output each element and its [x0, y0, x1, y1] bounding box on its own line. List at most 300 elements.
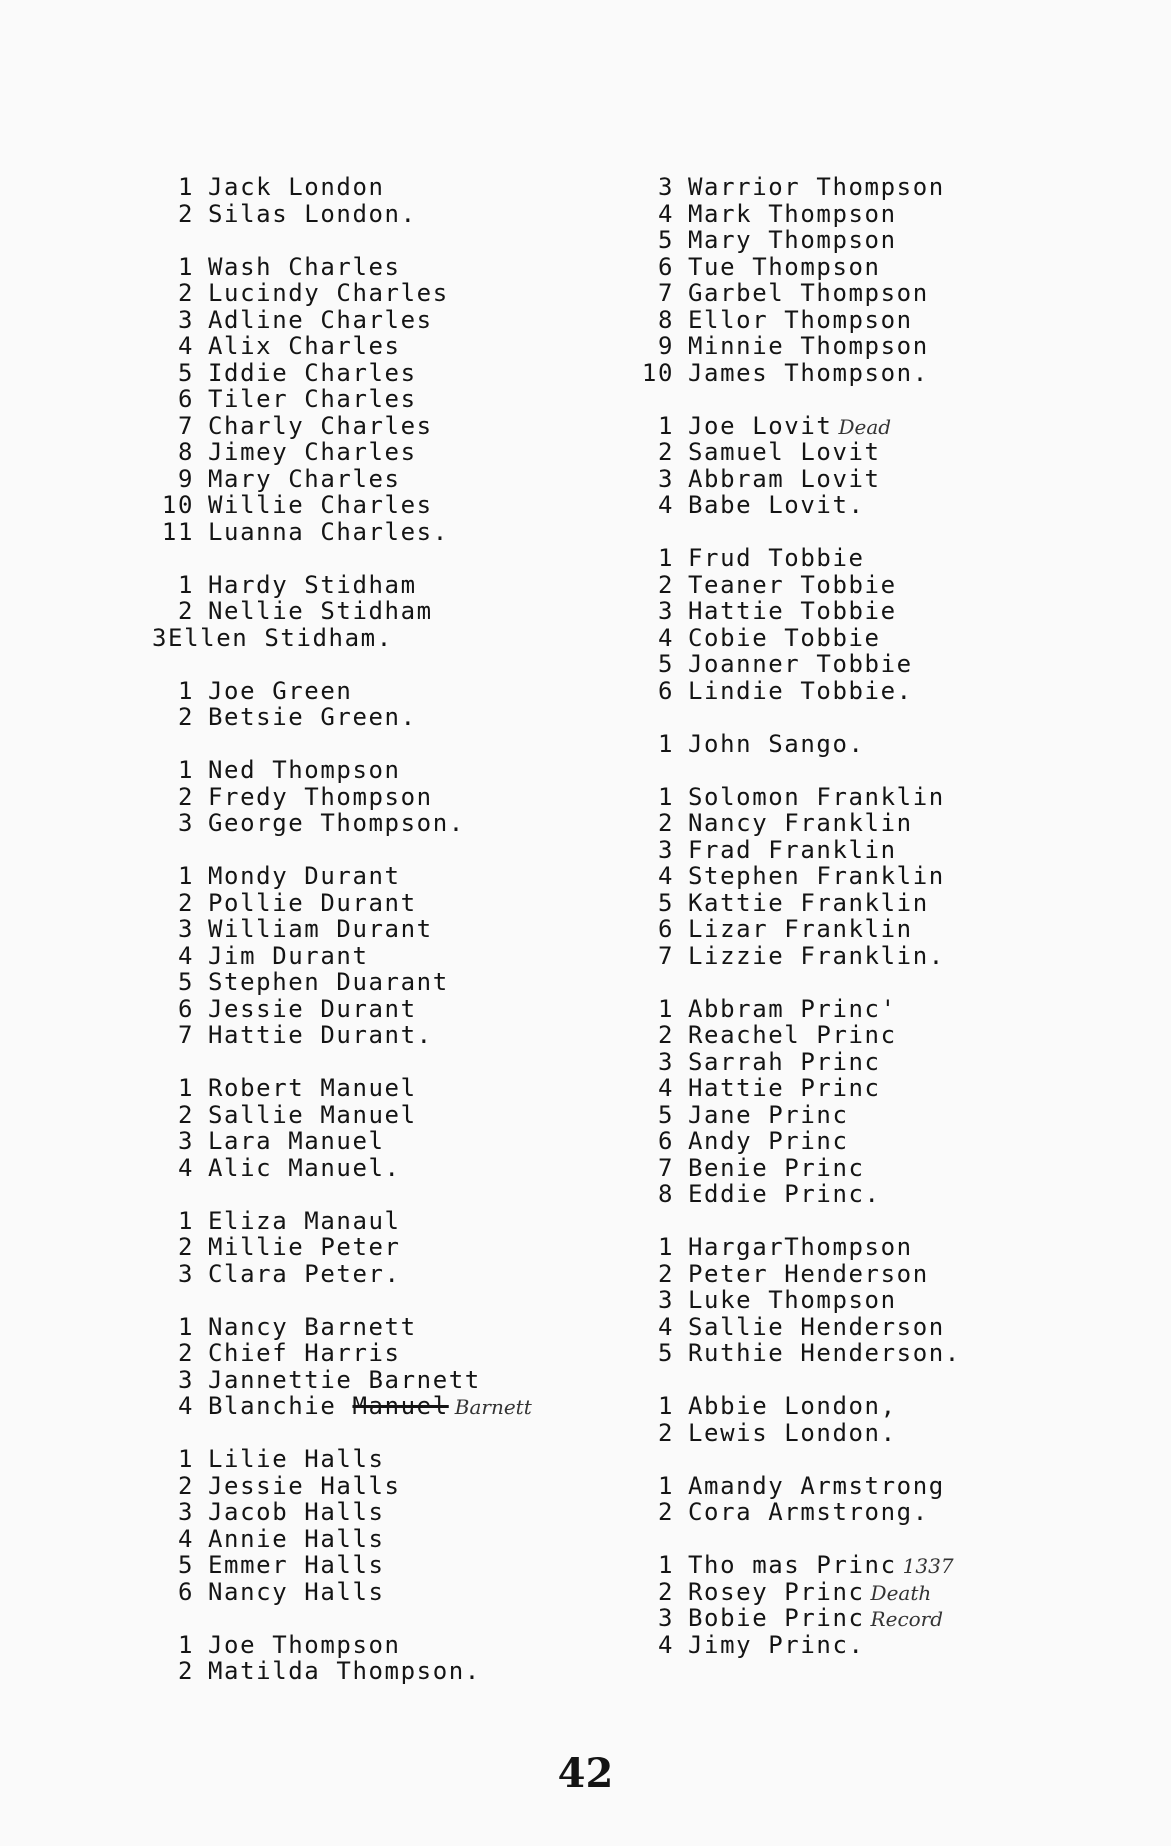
list-item: [632, 651, 961, 678]
entry-name: Eddie Princ.: [688, 1180, 881, 1208]
right-column: [632, 174, 961, 1685]
list-item: [632, 784, 961, 811]
entry-number: 2: [657, 1259, 674, 1288]
entry-name: HargarThompson: [688, 1233, 913, 1261]
entry-number: 3: [657, 597, 674, 625]
list-item: [632, 1632, 961, 1659]
entry-name: Abbie London,: [688, 1392, 897, 1420]
entry-number: 3: [177, 305, 194, 334]
entry-number: 6: [177, 994, 194, 1023]
entry-number: 1: [657, 1392, 674, 1420]
entry-name: Mary Charles: [208, 464, 401, 493]
entry-name: Luanna Charles.: [208, 517, 449, 546]
entry-number: 4: [657, 491, 674, 519]
entry-number: 1: [177, 1630, 194, 1659]
list-item: [152, 360, 532, 387]
list-item: [152, 1022, 532, 1049]
list-item: [632, 227, 961, 254]
list-item: [632, 1022, 961, 1049]
list-item: [632, 572, 961, 599]
entry-name: Mary Thompson: [688, 226, 897, 254]
entry-name: Reachel Princ: [688, 1021, 897, 1049]
entry-name: Iddie Charles: [208, 358, 417, 387]
family-group: [632, 413, 961, 519]
list-item: [152, 784, 532, 811]
entry-name: Sarrah Princ: [688, 1047, 881, 1076]
entry-number: 4: [177, 941, 194, 970]
entry-number: 4: [177, 1524, 194, 1553]
entry-name: Robert Manuel: [208, 1074, 417, 1102]
list-item: [632, 1552, 961, 1579]
entry-number: 2: [657, 809, 674, 837]
entry-number: 2: [177, 703, 194, 731]
list-item: [632, 307, 961, 334]
entry-number: 2: [657, 1498, 674, 1526]
entry-number: 6: [657, 1127, 674, 1155]
entry-name: Lizar Franklin: [688, 915, 913, 943]
list-item: [632, 943, 961, 970]
list-item: [152, 1075, 532, 1102]
entry-number: 11: [161, 517, 194, 546]
entry-name: Hattie Princ: [688, 1074, 881, 1102]
list-item: [152, 704, 532, 731]
entry-name: Lewis London.: [688, 1418, 897, 1447]
list-item: [152, 1155, 532, 1182]
list-item: [632, 466, 961, 493]
entry-name: Abbram Princ': [688, 994, 897, 1023]
list-item: [632, 1499, 961, 1526]
entry-number: 1: [657, 544, 674, 572]
list-item: [152, 1579, 532, 1606]
list-item: [152, 1658, 532, 1685]
entry-name: Kattie Franklin: [688, 888, 929, 917]
list-item: [632, 916, 961, 943]
entry-number: 7: [657, 279, 674, 307]
list-item: [632, 1075, 961, 1102]
list-item: [152, 333, 532, 360]
entry-name: Sallie Manuel: [208, 1100, 417, 1129]
entry-number: 5: [177, 1551, 194, 1579]
entry-number: 5: [657, 226, 674, 254]
family-group: [632, 1552, 961, 1658]
list-item: [632, 254, 961, 281]
entry-name: Chief Harris: [208, 1339, 401, 1367]
entry-number: 6: [657, 676, 674, 705]
entry-name: Charly Charles: [208, 411, 433, 440]
list-item: [632, 1155, 961, 1182]
list-item: [152, 519, 532, 546]
entry-number: 3: [177, 1259, 194, 1288]
entry-number: 2: [657, 1418, 674, 1447]
entry-number: 3: [657, 1286, 674, 1314]
list-item: [632, 1261, 961, 1288]
entry-number: 2: [177, 1233, 194, 1261]
entry-name: Tiler Charles: [208, 385, 417, 413]
entry-number: 1: [177, 570, 194, 599]
handwritten-annotation: Barnett: [454, 1395, 532, 1419]
entry-number: 2: [177, 597, 194, 625]
entry-number: 8: [657, 1180, 674, 1208]
handwritten-annotation: 1337: [902, 1554, 954, 1578]
entry-name: Teaner Tobbie: [688, 570, 897, 599]
entry-name: Garbel Thompson: [688, 279, 929, 307]
entry-name: Ellor Thompson: [688, 305, 913, 334]
list-item: [152, 625, 532, 652]
list-item: [152, 943, 532, 970]
entry-number: 3: [657, 1047, 674, 1076]
entry-name: Matilda Thompson.: [208, 1657, 481, 1685]
entry-number: 7: [177, 411, 194, 440]
entry-name: Blanchie: [208, 1392, 337, 1420]
list-item: [632, 413, 961, 440]
entry-name: Hattie Tobbie: [688, 597, 897, 625]
entry-number: 3: [177, 1127, 194, 1155]
entry-number: 1: [657, 729, 674, 758]
family-group: [152, 1208, 532, 1288]
entry-name: Joanner Tobbie: [688, 650, 913, 678]
entry-name: Jessie Durant: [208, 994, 417, 1023]
family-group: [632, 996, 961, 1208]
family-group: [632, 784, 961, 970]
entry-number: 1: [657, 994, 674, 1023]
list-item: [152, 996, 532, 1023]
list-item: [632, 1181, 961, 1208]
entry-name: Emmer Halls: [208, 1551, 385, 1579]
list-item: [152, 307, 532, 334]
entry-name: Bobie Princ: [688, 1604, 865, 1632]
entry-name: Nancy Franklin: [688, 809, 913, 837]
list-item: [632, 1128, 961, 1155]
entry-name: Ned Thompson: [208, 756, 401, 784]
list-item: [152, 280, 532, 307]
family-group: [152, 1314, 532, 1420]
entry-number: 6: [177, 385, 194, 413]
list-item: [632, 1393, 961, 1420]
entry-number: 2: [177, 888, 194, 917]
family-group: [152, 254, 532, 546]
entry-name: George Thompson.: [208, 809, 465, 837]
entry-number: 2: [177, 279, 194, 307]
list-item: [152, 1102, 532, 1129]
entry-number: 6: [657, 252, 674, 281]
entry-number: 4: [657, 1312, 674, 1341]
list-item: [632, 174, 961, 201]
list-item: [152, 1446, 532, 1473]
family-group: [632, 1473, 961, 1526]
entry-name: Silas London.: [208, 199, 417, 228]
list-item: [152, 916, 532, 943]
entry-name: Lucindy Charles: [208, 279, 449, 307]
entry-name: Minnie Thompson: [688, 332, 929, 360]
list-item: [152, 1367, 532, 1394]
list-item: [152, 1208, 532, 1235]
handwritten-annotation: Record: [870, 1607, 944, 1631]
family-group: [152, 572, 532, 652]
entry-number: 3: [657, 173, 674, 201]
list-item: [152, 969, 532, 996]
entry-number: 4: [177, 1153, 194, 1182]
entry-name: Sallie Henderson: [688, 1312, 945, 1341]
list-item: [152, 890, 532, 917]
list-item: [152, 863, 532, 890]
entry-name: Nancy Barnett: [208, 1312, 417, 1341]
entry-name: Jack London: [208, 173, 385, 201]
entry-name: Jacob Halls: [208, 1498, 385, 1526]
list-item: [632, 598, 961, 625]
list-item: [152, 1473, 532, 1500]
entry-name: Lindie Tobbie.: [688, 676, 913, 705]
family-group: [152, 1632, 532, 1685]
entry-number: 7: [657, 941, 674, 970]
list-item: [152, 598, 532, 625]
list-item: [632, 1102, 961, 1129]
entry-name: Stephen Franklin: [688, 862, 945, 890]
family-group: [152, 678, 532, 731]
entry-name: 3Ellen Stidham.: [152, 623, 393, 652]
entry-name: Lara Manuel: [208, 1127, 385, 1155]
entry-name: Samuel Lovit: [688, 438, 881, 466]
entry-name: Fredy Thompson: [208, 782, 433, 811]
list-item: [152, 439, 532, 466]
entry-name: Millie Peter: [208, 1233, 401, 1261]
entry-name: Tue Thompson: [688, 252, 881, 281]
entry-number: 4: [177, 332, 194, 360]
entry-name: Peter Henderson: [688, 1259, 929, 1288]
entry-name: Alic Manuel.: [208, 1153, 401, 1182]
entry-number: 1: [657, 1551, 674, 1579]
entry-name: Mondy Durant: [208, 862, 401, 890]
family-group: [152, 757, 532, 837]
family-group: [152, 1446, 532, 1605]
entry-number: 9: [657, 332, 674, 360]
entry-name: William Durant: [208, 915, 433, 943]
entry-number: 2: [177, 1471, 194, 1500]
list-item: [152, 678, 532, 705]
list-item: [152, 1552, 532, 1579]
list-item: [632, 1287, 961, 1314]
entry-number: 2: [657, 570, 674, 599]
list-item: [152, 413, 532, 440]
list-item: [152, 1261, 532, 1288]
entry-number: 2: [657, 1021, 674, 1049]
entry-number: 8: [657, 305, 674, 334]
entry-number: 5: [657, 650, 674, 678]
entry-number: 1: [177, 1445, 194, 1473]
family-group: [632, 545, 961, 704]
entry-name: Abbram Lovit: [688, 464, 881, 493]
entry-name: John Sango.: [688, 729, 865, 758]
family-group: [632, 1234, 961, 1367]
entry-name: Eliza Manaul: [208, 1206, 401, 1235]
entry-number: 10: [641, 358, 674, 387]
entry-number: 2: [177, 199, 194, 228]
entry-name: Hattie Durant.: [208, 1021, 433, 1049]
list-item: [632, 837, 961, 864]
entry-name: Hardy Stidham: [208, 570, 417, 599]
entry-number: 2: [177, 1657, 194, 1685]
family-group: [152, 863, 532, 1049]
entry-name: Lilie Halls: [208, 1445, 385, 1473]
entry-name: Warrior Thompson: [688, 173, 945, 201]
list-item: [632, 1420, 961, 1447]
entry-name: Adline Charles: [208, 305, 433, 334]
family-group: [152, 174, 532, 227]
entry-number: 4: [657, 623, 674, 652]
left-column: [152, 174, 532, 1711]
entry-name: Lizzie Franklin.: [688, 941, 945, 970]
list-item: [152, 757, 532, 784]
entry-number: 7: [177, 1021, 194, 1049]
entry-number: 3: [177, 915, 194, 943]
family-group: [632, 174, 961, 386]
entry-name: Annie Halls: [208, 1524, 385, 1553]
list-item: [152, 1340, 532, 1367]
entry-name: Nellie Stidham: [208, 597, 433, 625]
entry-name: Joe Thompson: [208, 1630, 401, 1659]
entry-name: Jimy Princ.: [688, 1630, 865, 1659]
entry-number: 10: [161, 491, 194, 519]
list-item: [632, 280, 961, 307]
entry-number: 4: [657, 862, 674, 890]
entry-number: 2: [177, 782, 194, 811]
entry-name: Alix Charles: [208, 332, 401, 360]
list-item: [152, 174, 532, 201]
list-item: [632, 1605, 961, 1632]
entry-number: 9: [177, 464, 194, 493]
entry-number: 2: [657, 438, 674, 466]
list-item: [152, 572, 532, 599]
list-item: [632, 1579, 961, 1606]
list-item: [152, 466, 532, 493]
list-item: [632, 545, 961, 572]
entry-name: Jane Princ: [688, 1100, 849, 1129]
entry-number: 1: [657, 411, 674, 440]
entry-name: Willie Charles: [208, 491, 433, 519]
list-item: [152, 1234, 532, 1261]
list-item: [152, 1128, 532, 1155]
entry-name: Joe Green: [208, 676, 353, 705]
entry-number: 1: [177, 676, 194, 705]
entry-name: Wash Charles: [208, 252, 401, 281]
list-item: [632, 360, 961, 387]
entry-number: 6: [657, 915, 674, 943]
list-item: [632, 863, 961, 890]
entry-name: James Thompson.: [688, 358, 929, 387]
list-item: [152, 492, 532, 519]
entry-number: 3: [657, 464, 674, 493]
entry-number: 1: [657, 782, 674, 811]
entry-number: 8: [177, 438, 194, 466]
list-item: [152, 1393, 532, 1420]
entry-number: 1: [177, 756, 194, 784]
entry-number: 1: [177, 1206, 194, 1235]
list-item: [632, 1234, 961, 1261]
struck-text: Manuel: [352, 1392, 449, 1420]
list-item: [152, 1526, 532, 1553]
list-item: [152, 810, 532, 837]
entry-number: 2: [177, 1100, 194, 1129]
entry-number: 1: [177, 1312, 194, 1341]
entry-number: 5: [657, 888, 674, 917]
entry-name: Luke Thompson: [688, 1286, 897, 1314]
list-item: [152, 1632, 532, 1659]
entry-name: Rosey Princ: [688, 1577, 865, 1606]
list-item: [152, 386, 532, 413]
entry-number: 4: [657, 1074, 674, 1102]
list-item: [632, 1340, 961, 1367]
entry-number: 3: [177, 1365, 194, 1394]
list-item: [632, 201, 961, 228]
list-item: [632, 996, 961, 1023]
list-item: [632, 678, 961, 705]
entry-number: 5: [657, 1339, 674, 1367]
entry-name: Ruthie Henderson.: [688, 1339, 961, 1367]
family-group: [632, 1393, 961, 1446]
entry-name: Benie Princ: [688, 1153, 865, 1182]
list-item: [152, 1314, 532, 1341]
entry-name: Jessie Halls: [208, 1471, 401, 1500]
entry-number: 1: [657, 1233, 674, 1261]
list-item: [632, 333, 961, 360]
entry-name: Betsie Green.: [208, 703, 417, 731]
entry-number: 1: [177, 1074, 194, 1102]
list-item: [632, 810, 961, 837]
entry-number: 4: [657, 1630, 674, 1659]
entry-name: Nancy Halls: [208, 1577, 385, 1606]
entry-number: 1: [177, 252, 194, 281]
page-number: 42: [557, 1750, 614, 1797]
list-item: [632, 492, 961, 519]
entry-number: 2: [177, 1339, 194, 1367]
entry-name: Babe Lovit.: [688, 491, 865, 519]
list-item: [632, 1473, 961, 1500]
entry-name: Stephen Duarant: [208, 968, 449, 996]
entry-name: Cobie Tobbie: [688, 623, 881, 652]
entry-number: 7: [657, 1153, 674, 1182]
entry-name: Frud Tobbie: [688, 544, 865, 572]
entry-name: Jannettie Barnett: [208, 1365, 481, 1394]
list-item: [152, 1499, 532, 1526]
list-item: [632, 1314, 961, 1341]
entry-number: 1: [657, 1471, 674, 1500]
list-item: [632, 731, 961, 758]
entry-number: 3: [177, 809, 194, 837]
entry-name: Jim Durant: [208, 941, 369, 970]
handwritten-annotation: Death: [870, 1580, 932, 1605]
entry-number: 5: [177, 968, 194, 996]
entry-number: 3: [177, 1498, 194, 1526]
handwritten-annotation: Dead: [838, 414, 892, 439]
entry-number: 6: [177, 1577, 194, 1606]
list-item: [632, 890, 961, 917]
entry-number: 4: [177, 1392, 194, 1420]
entry-name: Tho mas Princ: [688, 1551, 897, 1579]
entry-name: Frad Franklin: [688, 835, 897, 864]
entry-number: 1: [177, 862, 194, 890]
list-item: [152, 254, 532, 281]
entry-name: Jimey Charles: [208, 438, 417, 466]
list-item: [632, 439, 961, 466]
list-item: [632, 625, 961, 652]
entry-name: Pollie Durant: [208, 888, 417, 917]
entry-number: 3: [657, 835, 674, 864]
entry-name: Clara Peter.: [208, 1259, 401, 1288]
entry-name: Cora Armstrong.: [688, 1498, 929, 1526]
list-item: [152, 201, 532, 228]
entry-number: 4: [657, 199, 674, 228]
list-item: [632, 1049, 961, 1076]
entry-name: Amandy Armstrong: [688, 1471, 945, 1500]
